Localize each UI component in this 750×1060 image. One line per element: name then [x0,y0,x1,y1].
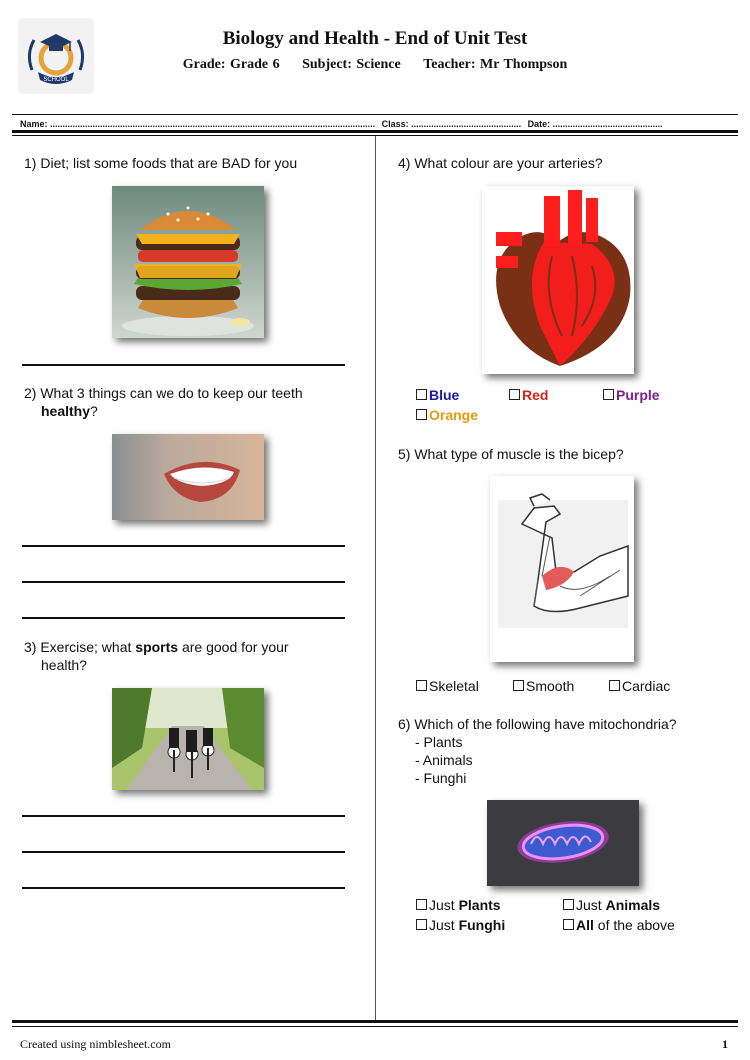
question-5: 5) What type of muscle is the bicep? [398,446,624,462]
q6-option-all[interactable]: All of the above [563,917,675,933]
question-6: 6) Which of the following have mitochondria? - Plants - Animals - Funghi [398,716,677,786]
q4-option-red[interactable]: Red [509,387,548,403]
class-field[interactable]: Class: ............................................ [381,119,522,129]
q5-option-cardiac[interactable]: Cardiac [609,678,670,694]
divider [12,130,738,133]
smile-image [112,434,264,520]
page-title: Biology and Health - End of Unit Test [222,28,528,49]
page-number: 1 [722,1037,728,1051]
list-item: - Funghi [415,770,467,786]
list-item: - Animals [415,752,473,768]
grade-label: Grade: Grade 6 [182,57,280,72]
answer-line[interactable] [22,617,345,619]
divider [12,1020,738,1023]
student-info-line [20,119,663,129]
column-divider [375,136,376,1020]
svg-text:SCHOOL: SCHOOL [43,77,69,83]
footer-credit: Created using nimblesheet.com [20,1037,171,1051]
divider [12,1026,738,1027]
checkbox[interactable] [416,919,427,930]
heart-image [482,186,634,374]
question-2: 2) What 3 things can we do to keep our teeth healthy? [24,385,303,419]
answer-line[interactable] [22,581,345,583]
burger-image [112,186,264,338]
question-4: 4) What colour are your arteries? [398,155,603,171]
answer-line[interactable] [22,815,345,817]
q5-option-smooth[interactable]: Smooth [513,678,574,694]
answer-line[interactable] [22,887,345,889]
question-3: 3) Exercise; what sports are good for your health? [24,639,289,673]
answer-line[interactable] [22,545,345,547]
q6-option-animals[interactable]: Just Animals [563,897,660,913]
subject-label: Subject: Science [302,57,401,72]
checkbox[interactable] [416,680,427,691]
checkbox[interactable] [416,899,427,910]
mitochondria-image [487,800,639,886]
checkbox[interactable] [509,389,520,400]
question-1: 1) Diet; list some foods that are BAD for you [24,155,298,171]
checkbox[interactable] [513,680,524,691]
answer-line[interactable] [22,851,345,853]
checkbox[interactable] [563,899,574,910]
checkbox[interactable] [609,680,620,691]
q4-option-purple[interactable]: Purple [603,387,660,403]
test-meta [0,57,750,73]
q4-option-blue[interactable]: Blue [416,387,459,403]
name-field[interactable]: Name: .................................................................................................................................. [20,119,376,129]
cyclists-image [112,688,264,790]
q6-option-plants[interactable]: Just Plants [416,897,501,913]
q6-option-funghi[interactable]: Just Funghi [416,917,505,933]
q5-option-skeletal[interactable]: Skeletal [416,678,479,694]
divider [12,114,738,115]
date-field[interactable]: Date: ............................................ [527,119,663,129]
answer-line[interactable] [22,364,345,366]
checkbox[interactable] [603,389,614,400]
teacher-label: Teacher: Mr Thompson [423,57,568,72]
q4-option-orange[interactable]: Orange [416,407,478,423]
checkbox[interactable] [416,389,427,400]
checkbox[interactable] [563,919,574,930]
bicep-image [490,476,634,662]
checkbox[interactable] [416,409,427,420]
list-item: - Plants [415,734,463,750]
